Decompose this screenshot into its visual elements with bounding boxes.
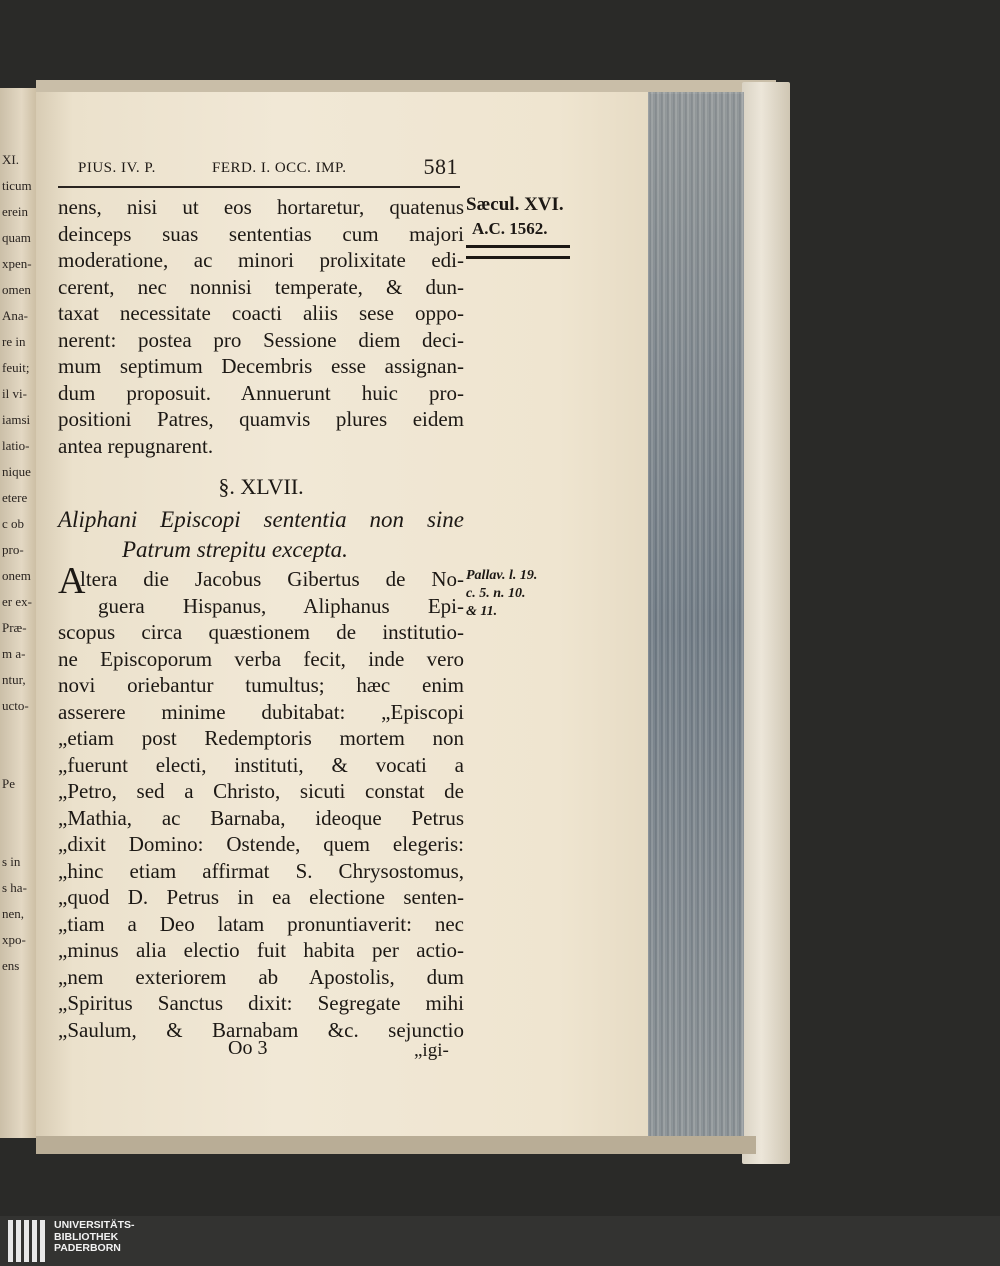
left-page-text-fragment: omen (2, 282, 31, 297)
left-page-text-fragment: nique (2, 464, 31, 479)
margin-note-anno: A.C. 1562. (472, 219, 548, 238)
section-title-line: Patrum strepitu excepta. (122, 537, 348, 562)
text-line: „quod D. Petrus in ea electione senten- (58, 885, 464, 909)
text-line: guera Hispanus, Aliphanus Epi- (98, 593, 464, 618)
left-page-text-fragment: c ob (2, 516, 25, 531)
text-line: ltera die Jacobus Gibertus de No- (80, 567, 464, 591)
running-head (78, 152, 462, 184)
book-cover-board (742, 82, 790, 1164)
library-name-line: BIBLIOTHEK (54, 1230, 119, 1243)
left-page-text-fragment: xpen- (2, 256, 32, 271)
library-footer-bar (0, 1216, 1000, 1266)
left-page-text-fragment: etere (2, 490, 28, 505)
running-head-pope: PIUS. IV. P. (78, 160, 156, 176)
text-line: antea repugnarent. (58, 433, 214, 458)
running-head-emperor: FERD. I. OCC. IMP. (212, 160, 347, 176)
left-page-text-fragment: nen, (2, 906, 25, 921)
section-title-line: Aliphani Episcopi sententia non sine (58, 507, 464, 532)
left-page-text-fragment: xpo- (2, 932, 26, 947)
left-page-text-fragment: il vi- (2, 386, 27, 401)
text-line: „etiam post Redemptoris mortem non (58, 726, 464, 750)
page-fore-edge (648, 92, 744, 1152)
left-page-text-fragment: iamsi (2, 412, 31, 427)
left-page-text-fragment: ntur, (2, 672, 26, 687)
left-page-text-fragment: Præ- (2, 620, 27, 635)
page-number: 581 (423, 154, 458, 179)
paragraph-1 (58, 194, 464, 459)
margin-note-saeculum: Sæcul. XVI. (466, 194, 564, 215)
text-line: asserere minime dubitabat: „Episcopi (58, 699, 464, 724)
library-name-line: PADERBORN (54, 1242, 121, 1254)
left-page-text-fragment: ticum (2, 178, 32, 193)
text-line: dum proposuit. Annuerunt huic pro- (58, 380, 464, 405)
text-line: „Saulum, & Barnabam &c. sejunctio (58, 1017, 464, 1042)
left-page-text-fragment: s ha- (2, 880, 27, 895)
text-line: novi oriebantur tumultus; hæc enim (58, 673, 464, 697)
text-line: positioni Patres, quamvis plures eidem (58, 407, 464, 431)
margin-double-rule-bottom (466, 256, 570, 259)
left-page-text-fragment: onem (2, 568, 31, 583)
reference-line: Pallav. l. 19. (466, 568, 538, 583)
margin-double-rule-top (466, 245, 570, 248)
drop-capital: A (58, 560, 86, 602)
left-page-text-fragment: ens (2, 958, 20, 973)
text-line: nerent: postea pro Sessione diem deci- (58, 327, 464, 352)
text-line: „Mathia, ac Barnaba, ideoque Petrus (58, 805, 464, 830)
text-line: deinceps suas sententias cum majori (58, 221, 464, 246)
text-line: „nem exteriorem ab Apostolis, dum (58, 964, 464, 989)
text-line: moderatione, ac minori prolixitate edi- (58, 248, 464, 272)
signature-mark: Oo 3 (228, 1037, 268, 1059)
library-name (54, 1220, 135, 1255)
catchword: „igi- (414, 1040, 449, 1061)
book-bottom-edge (36, 1136, 756, 1154)
text-line: taxat necessitate coacti aliis sese oppo- (58, 301, 464, 325)
left-page-text-fragment: Ana- (2, 308, 28, 323)
left-page-text-fragment: Pe (2, 776, 15, 791)
left-page-text-fragment: re in (2, 334, 26, 349)
library-name-line: UNIVERSITÄTS- (54, 1219, 135, 1231)
left-page-text-fragment: pro- (2, 542, 24, 557)
text-line: scopus circa quæstionem de institutio- (58, 620, 464, 644)
left-page-text-fragment: quam (2, 230, 31, 245)
section-number: §. XLVII. (218, 474, 304, 499)
text-line: „minus alia electio fuit habita per actio- (58, 938, 464, 962)
left-page-text-fragment: XI. (2, 152, 19, 167)
left-page-text-fragment: latio- (2, 438, 30, 453)
left-page-text-fragment: erein (2, 204, 28, 219)
text-line: mum septimum Decembris esse assignan- (58, 354, 464, 378)
left-page-text-fragment: feuit; (2, 360, 30, 375)
text-line: nens, nisi ut eos hortaretur, quatenus (58, 195, 464, 219)
text-line: ne Episcoporum verba fecit, inde vero (58, 646, 464, 671)
text-line: cerent, nec nonnisi temperate, & dun- (58, 274, 464, 299)
text-line: „Spiritus Sanctus dixit: Segregate mihi (58, 991, 464, 1015)
text-line: „Petro, sed a Christo, sicuti constat de (58, 779, 464, 803)
header-rule (58, 186, 460, 188)
left-page-fragment (0, 88, 36, 1138)
left-page-text-fragment: s in (2, 854, 21, 869)
library-logo-icon (8, 1220, 50, 1262)
left-page-text-fragment: ucto- (2, 698, 29, 713)
left-page-text-fragment: m a- (2, 646, 26, 661)
left-page-text-fragment: er ex- (2, 594, 32, 609)
text-line: „dixit Domino: Ostende, quem elegeris: (58, 832, 464, 856)
reference-line: & 11. (466, 604, 498, 619)
text-line: „tiam a Deo latam pronuntiaverit: nec (58, 911, 464, 936)
reference-line: c. 5. n. 10. (466, 586, 526, 601)
text-line: „hinc etiam affirmat S. Chrysostomus, (58, 858, 464, 883)
margin-note-reference (466, 567, 537, 621)
text-line: „fuerunt electi, instituti, & vocati a (58, 752, 464, 777)
section-title (58, 505, 464, 565)
paragraph-2 (58, 566, 464, 1043)
